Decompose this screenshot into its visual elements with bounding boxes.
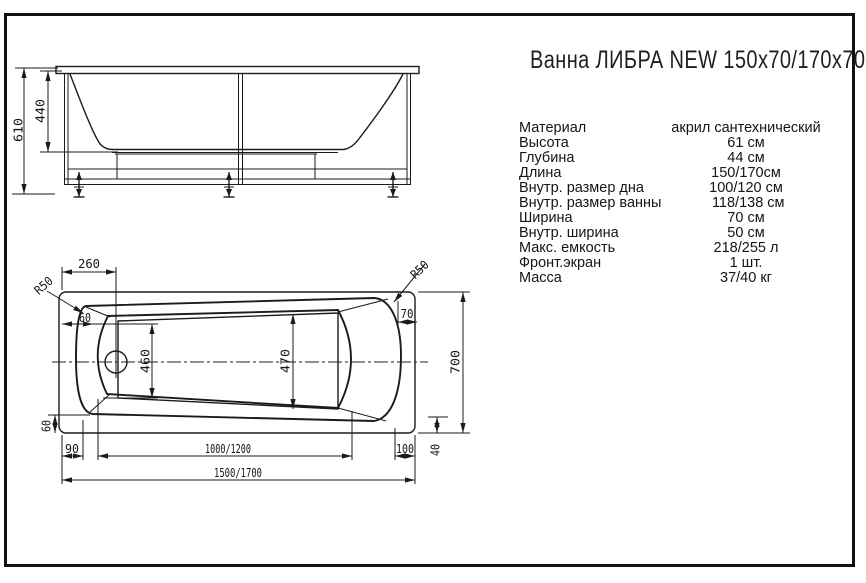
page-title: Ванна ЛИБРА NEW 150x70/170x70 — [530, 46, 866, 74]
spec-value: 61 см — [727, 135, 765, 151]
spec-label: Глубина — [519, 150, 575, 166]
dim-end-right: 100 — [396, 442, 414, 456]
spec-label: Ширина — [519, 210, 573, 226]
top-view-drawing — [32, 257, 470, 484]
dim-overall-width: 700 — [448, 352, 463, 374]
front-view-drawing — [12, 67, 420, 198]
dim-top-offset: 260 — [78, 257, 100, 271]
spec-label: Материал — [519, 120, 587, 136]
spec-label: Внутр. ширина — [519, 225, 619, 241]
spec-label: Макс. емкость — [519, 240, 616, 256]
spec-label: Фронт.экран — [519, 255, 602, 271]
dim-inner-width-left: 460 — [138, 351, 153, 373]
dim-inner-depth: 440 — [33, 101, 48, 123]
spec-label: Внутр. размер ванны — [519, 195, 662, 211]
spec-value: 118/138 см — [711, 195, 785, 211]
basin-profile — [70, 74, 403, 153]
spec-value: 218/255 л — [713, 240, 779, 256]
spec-label: Внутр. размер дна — [519, 180, 644, 196]
dim-rim-bottom-left: 60 — [39, 417, 54, 432]
spec-value: 1 шт. — [729, 255, 763, 271]
spec-value: 70 см — [727, 210, 765, 226]
spec-value: 100/120 см — [709, 180, 783, 196]
dim-total-height: 610 — [11, 120, 26, 142]
spec-value: 150/170см — [711, 165, 781, 181]
dim-radius-right: R50 — [407, 256, 433, 282]
spec-value: 44 см — [727, 150, 765, 166]
spec-value: 50 см — [727, 225, 765, 241]
dim-end-left: 90 — [65, 442, 79, 456]
dim-rim-right: 70 — [400, 307, 414, 321]
spec-value: 37/40 кг — [720, 270, 772, 286]
spec-value: акрил сантехнический — [671, 120, 821, 136]
dim-inner-width-right: 470 — [278, 351, 293, 373]
spec-label: Высота — [519, 135, 569, 151]
dim-bottom-length: 1000/1200 — [205, 442, 251, 456]
dim-rim-left: 60 — [79, 311, 91, 325]
support-frame — [64, 74, 411, 185]
dim-radius-left: R50 — [31, 272, 58, 298]
tub-rim-bar — [56, 67, 419, 74]
spec-label: Масса — [519, 270, 562, 286]
spec-label: Длина — [519, 165, 562, 181]
dim-overall-length: 1500/1700 — [214, 466, 262, 480]
dim-rim-bottom-right: 40 — [428, 441, 443, 456]
basin-opening-outline — [98, 310, 351, 408]
